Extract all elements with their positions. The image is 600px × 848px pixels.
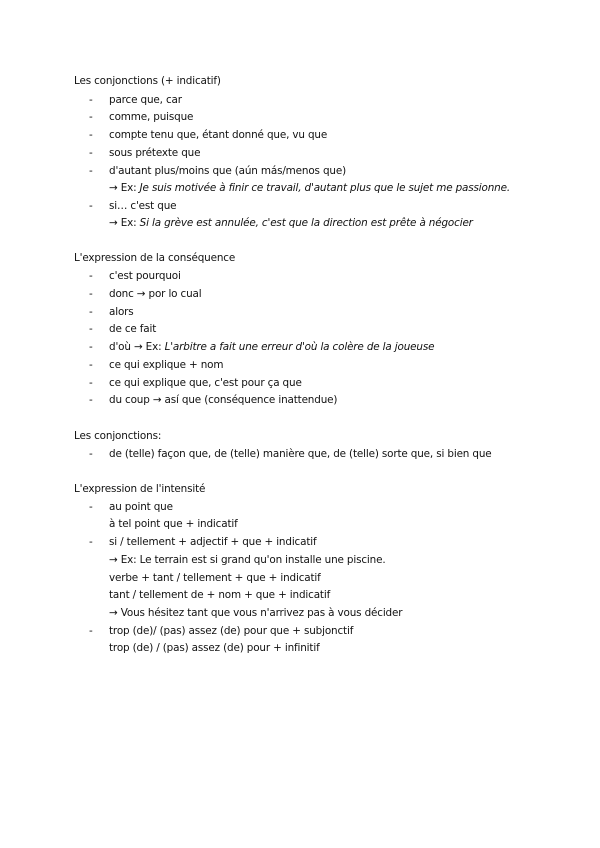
list-item: parce que, car bbox=[109, 94, 182, 106]
list-subline: verbe + tant / tellement + que + indicatif bbox=[109, 572, 321, 584]
bullet-dash: - bbox=[89, 323, 93, 335]
list-item: donc → por lo cual bbox=[109, 288, 202, 300]
list-item: du coup → así que (conséquence inattendue) bbox=[109, 394, 338, 406]
list-subline: trop (de) / (pas) assez (de) pour + infinitif bbox=[109, 642, 320, 654]
bullet-dash: - bbox=[89, 147, 93, 159]
list-item: d'autant plus/moins que (aún más/menos que) bbox=[109, 165, 346, 177]
bullet-dash: - bbox=[89, 129, 93, 141]
example-text: L'arbitre a fait une erreur d'où la colère de la joueuse bbox=[164, 341, 435, 353]
list-item: sous prétexte que bbox=[109, 147, 201, 159]
list-subline: tant / tellement de + nom + que + indicatif bbox=[109, 589, 331, 601]
example-line: → Vous hésitez tant que vous n'arrivez pas à vous décider bbox=[109, 607, 403, 619]
example-line bbox=[109, 216, 473, 230]
section-heading-intensite: L'expression de l'intensité bbox=[74, 483, 206, 495]
list-item: comme, puisque bbox=[109, 111, 194, 123]
bullet-dash: - bbox=[89, 625, 93, 637]
bullet-dash: - bbox=[89, 111, 93, 123]
bullet-dash: - bbox=[89, 94, 93, 106]
bullet-dash: - bbox=[89, 377, 93, 389]
list-item: de (telle) façon que, de (telle) manière que, de (telle) sorte que, si bien que bbox=[109, 448, 492, 460]
example-text: Je suis motivée à finir ce travail, d'autant plus que le sujet me passionne. bbox=[139, 182, 510, 194]
list-item: compte tenu que, étant donné que, vu que bbox=[109, 129, 328, 141]
list-item-prefix: d'où → Ex: bbox=[109, 341, 165, 353]
bullet-dash: - bbox=[89, 288, 93, 300]
example-prefix: → Ex: bbox=[109, 182, 140, 194]
bullet-dash: - bbox=[89, 536, 93, 548]
list-item: si… c'est que bbox=[109, 200, 177, 212]
list-item: au point que bbox=[109, 501, 173, 513]
section-heading-consequence: L'expression de la conséquence bbox=[74, 252, 236, 264]
bullet-dash: - bbox=[89, 306, 93, 318]
list-item: de ce fait bbox=[109, 323, 157, 335]
list-item: trop (de)/ (pas) assez (de) pour que + subjonctif bbox=[109, 625, 354, 637]
list-item: ce qui explique que, c'est pour ça que bbox=[109, 377, 302, 389]
list-item: ce qui explique + nom bbox=[109, 359, 224, 371]
bullet-dash: - bbox=[89, 200, 93, 212]
example-prefix: → Ex: bbox=[109, 217, 140, 229]
section-heading-conjonctions-indicatif: Les conjonctions (+ indicatif) bbox=[74, 75, 221, 87]
list-item: c'est pourquoi bbox=[109, 270, 181, 282]
example-text: Si la grève est annulée, c'est que la direction est prête à négocier bbox=[139, 217, 473, 229]
list-item: alors bbox=[109, 306, 134, 318]
bullet-dash: - bbox=[89, 394, 93, 406]
bullet-dash: - bbox=[89, 270, 93, 282]
bullet-dash: - bbox=[89, 341, 93, 353]
example-line bbox=[109, 181, 510, 195]
example-line: → Ex: Le terrain est si grand qu'on installe une piscine. bbox=[109, 554, 386, 566]
list-item bbox=[109, 340, 434, 354]
bullet-dash: - bbox=[89, 165, 93, 177]
list-item: si / tellement + adjectif + que + indicatif bbox=[109, 536, 317, 548]
section-heading-conjonctions: Les conjonctions: bbox=[74, 430, 162, 442]
bullet-dash: - bbox=[89, 448, 93, 460]
bullet-dash: - bbox=[89, 501, 93, 513]
bullet-dash: - bbox=[89, 359, 93, 371]
list-subline: à tel point que + indicatif bbox=[109, 518, 238, 530]
